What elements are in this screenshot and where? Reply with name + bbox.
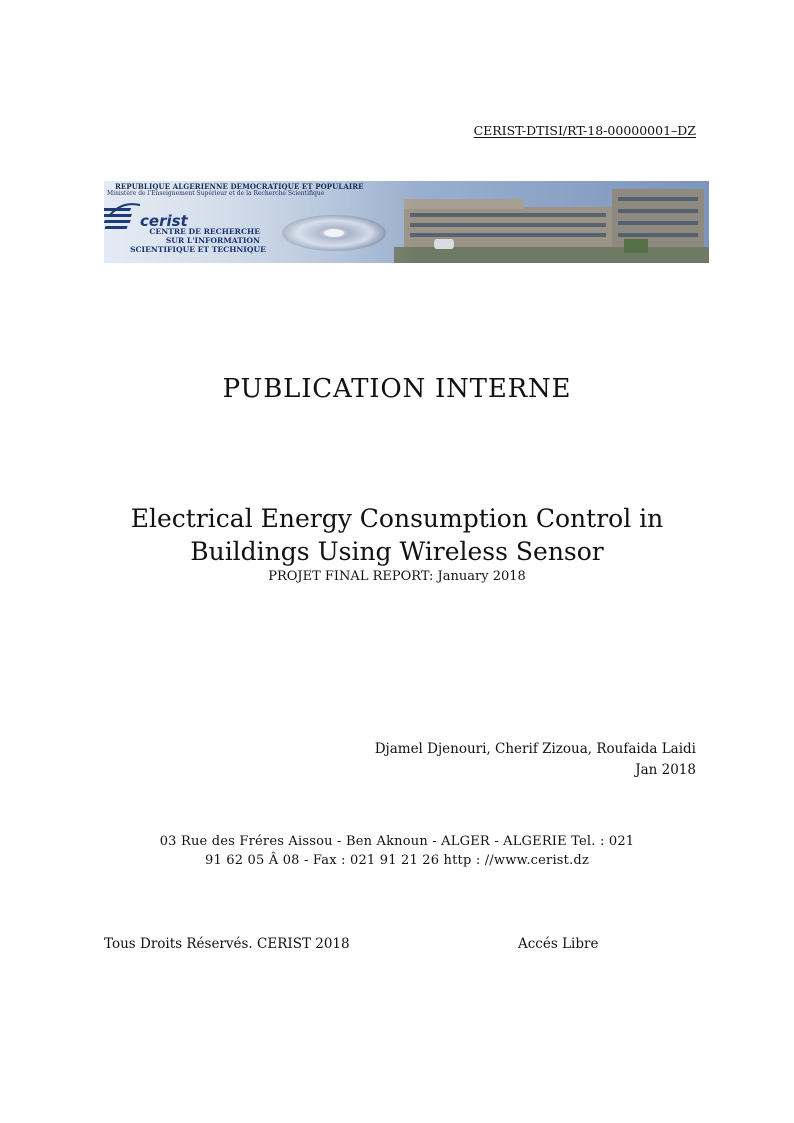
banner-org-line-1: CENTRE DE RECHERCHE	[149, 227, 260, 236]
address-line-2: 91 62 05 Â 08 - Fax : 021 91 21 26 http : //www.cerist.dz	[204, 853, 590, 868]
address-line-1: 03 Rue des Fréres Aissou - Ben Aknoun - ALGER - ALGERIE Tel. : 021	[159, 834, 635, 849]
copyright-notice: Tous Droits Réservés. CERIST 2018	[104, 936, 350, 952]
access-notice: Accés Libre	[518, 936, 599, 952]
publication-title: PUBLICATION INTERNE	[222, 374, 572, 404]
banner-ministry-text: Ministère de l'Enseignement Supérieur et de la Recherche Scientifique	[107, 190, 325, 197]
banner-org-line-3: SCIENTIFIQUE ET TECHNIQUE	[130, 245, 266, 254]
document-title-line-2: Buildings Using Wireless Sensor	[190, 537, 604, 566]
authors: Djamel Djenouri, Cherif Zizoua, Roufaida Laidi	[374, 741, 696, 757]
banner-republic-text: REPUBLIQUE ALGERIENNE DEMOCRATIQUE ET POPULAIRE	[115, 182, 364, 191]
cerist-logo-text: cerist	[140, 212, 188, 230]
banner-org-line-2: SUR L'INFORMATION	[165, 236, 260, 245]
document-title-line-1: Electrical Energy Consumption Control in	[130, 504, 664, 533]
report-identifier: CERIST-DTISI/RT-18-00000001–DZ	[473, 123, 696, 138]
report-date: Jan 2018	[635, 762, 696, 778]
document-subtitle: PROJET FINAL REPORT: January 2018	[268, 569, 526, 584]
cerist-banner	[104, 181, 709, 263]
